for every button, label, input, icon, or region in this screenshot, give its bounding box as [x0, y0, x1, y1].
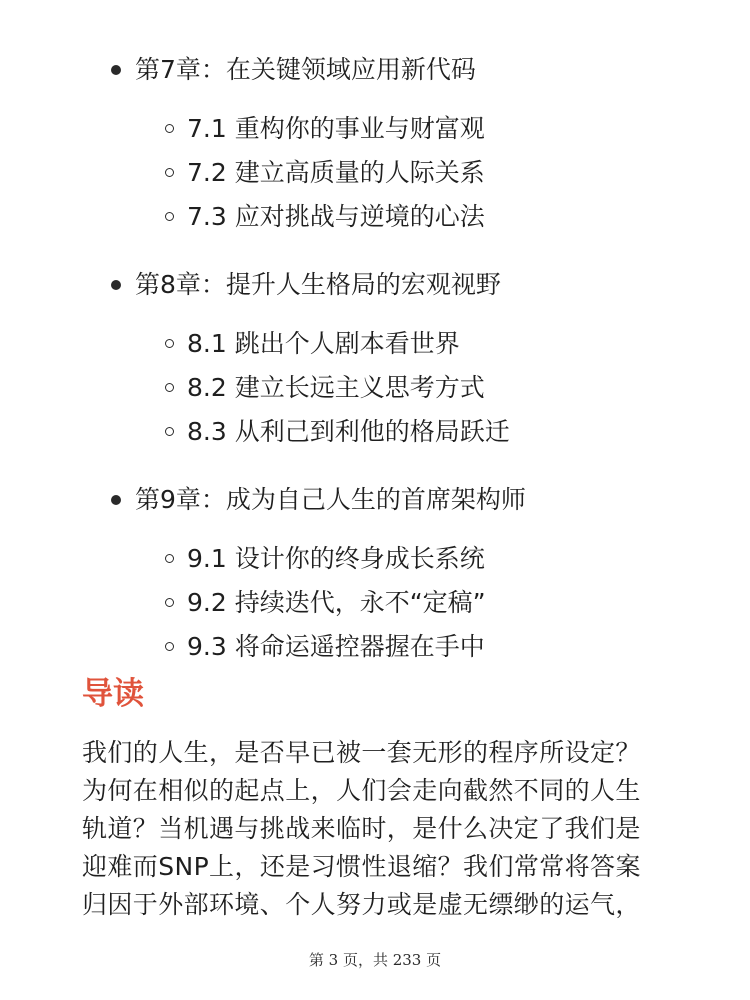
- bullet-icon: [111, 495, 121, 505]
- hollow-bullet-icon: [165, 383, 174, 392]
- paragraph-line: 为何在相似的起点上，人们会走向截然不同的人生: [82, 776, 641, 805]
- hollow-bullet-icon: [165, 427, 174, 436]
- bullet-icon: [111, 65, 121, 75]
- section-list: [0, 324, 750, 456]
- hollow-bullet-icon: [165, 598, 174, 607]
- toc-section: [0, 583, 750, 627]
- hollow-bullet-icon: [165, 554, 174, 563]
- chapter-title: 第7章：在关键领域应用新代码: [135, 55, 476, 84]
- paragraph-line: 轨道？当机遇与挑战来临时，是什么决定了我们是: [82, 814, 641, 843]
- hollow-bullet-icon: [165, 124, 174, 133]
- section-list: [0, 539, 750, 671]
- section-title: 7.1 重构你的事业与财富观: [187, 114, 485, 143]
- toc-section: [0, 627, 750, 671]
- chapter-title: 第8章：提升人生格局的宏观视野: [135, 270, 501, 299]
- section-title: 7.3 应对挑战与逆境的心法: [187, 202, 485, 231]
- section-title: 9.1 设计你的终身成长系统: [187, 544, 485, 573]
- section-list: [0, 109, 750, 241]
- hollow-bullet-icon: [165, 168, 174, 177]
- section-title: 9.2 持续迭代，永不“定稿”: [187, 588, 486, 617]
- bullet-icon: [111, 280, 121, 290]
- hollow-bullet-icon: [165, 212, 174, 221]
- toc-section: [0, 197, 750, 241]
- toc-section: [0, 412, 750, 456]
- table-of-contents: [0, 50, 750, 671]
- hollow-bullet-icon: [165, 642, 174, 651]
- toc-section: [0, 539, 750, 583]
- section-title: 8.1 跳出个人剧本看世界: [187, 329, 460, 358]
- toc-chapter: [0, 265, 750, 305]
- paragraph-line: 归因于外部环境、个人努力或是虚无缥缈的运气，: [82, 890, 641, 919]
- toc-section: [0, 368, 750, 412]
- toc-section: [0, 109, 750, 153]
- section-heading: 导读: [82, 676, 144, 712]
- intro-paragraph: [82, 734, 682, 924]
- section-title: 7.2 建立高质量的人际关系: [187, 158, 485, 187]
- toc-section: [0, 153, 750, 197]
- section-title: 9.3 将命运遥控器握在手中: [187, 632, 485, 661]
- hollow-bullet-icon: [165, 339, 174, 348]
- toc-chapter: [0, 50, 750, 90]
- paragraph-line: 我们的人生，是否早已被一套无形的程序所设定？: [82, 738, 641, 767]
- paragraph-line: 迎难而SNP上，还是习惯性退缩？我们常常将答案: [82, 852, 641, 881]
- toc-chapter: [0, 480, 750, 520]
- page-number-footer: 第 3 页，共 233 页: [308, 951, 442, 969]
- chapter-title: 第9章：成为自己人生的首席架构师: [135, 485, 526, 514]
- section-title: 8.3 从利己到利他的格局跃迁: [187, 417, 510, 446]
- section-title: 8.2 建立长远主义思考方式: [187, 373, 485, 402]
- toc-section: [0, 324, 750, 368]
